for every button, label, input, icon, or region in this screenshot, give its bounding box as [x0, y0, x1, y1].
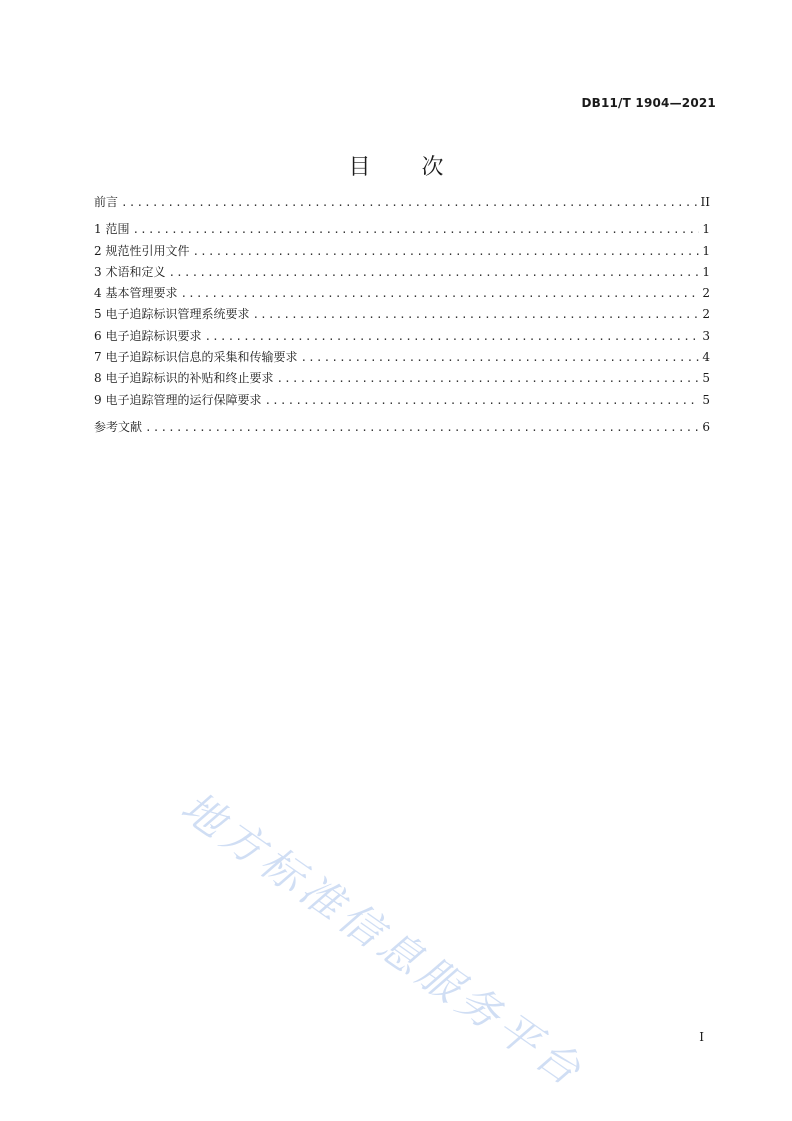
- page-number: I: [699, 1030, 704, 1044]
- toc-entry-label: 7 电子追踪标识信息的采集和传输要求: [94, 350, 298, 365]
- toc-entry-page: 1: [702, 264, 710, 279]
- dot-leader: [180, 284, 699, 304]
- toc-entry-label: 2 规范性引用文件: [94, 243, 190, 258]
- toc-entry-label: 1 范围: [94, 222, 130, 237]
- dot-leader: [276, 369, 699, 389]
- toc-entry-label: 前言: [94, 195, 119, 209]
- toc-entry-4[interactable]: [94, 283, 710, 304]
- toc-entry-5[interactable]: [94, 304, 710, 325]
- table-of-contents: [94, 192, 710, 438]
- toc-entry-foreword[interactable]: [94, 192, 710, 213]
- dot-leader: [204, 327, 699, 347]
- toc-entry-page: 6: [702, 419, 710, 434]
- document-code: DB11/T 1904—2021: [581, 96, 716, 110]
- toc-entry-1[interactable]: [94, 219, 710, 240]
- toc-entry-label: 参考文献: [94, 419, 143, 434]
- toc-entry-page: 2: [702, 307, 710, 322]
- toc-entry-page: 4: [702, 350, 710, 365]
- toc-entry-page: II: [700, 195, 710, 209]
- dot-leader: [264, 391, 699, 411]
- toc-entry-page: 5: [702, 392, 710, 407]
- toc-entry-references[interactable]: [94, 417, 710, 438]
- toc-entry-label: 5 电子追踪标识管理系统要求: [94, 307, 250, 322]
- toc-entry-page: 5: [702, 371, 710, 386]
- toc-entry-page: 1: [702, 222, 710, 237]
- toc-entry-6[interactable]: [94, 326, 710, 347]
- toc-entry-label: 4 基本管理要求: [94, 286, 178, 301]
- toc-entry-label: 9 电子追踪管理的运行保障要求: [94, 392, 262, 407]
- toc-entry-7[interactable]: [94, 347, 710, 368]
- dot-leader: [132, 220, 699, 240]
- dot-leader: [168, 263, 699, 283]
- toc-entry-3[interactable]: [94, 262, 710, 283]
- toc-entry-page: 2: [702, 286, 710, 301]
- dot-leader: [300, 348, 699, 368]
- toc-entry-8[interactable]: [94, 368, 710, 389]
- toc-entry-2[interactable]: [94, 241, 710, 262]
- dot-leader: [192, 242, 699, 262]
- toc-entry-label: 3 术语和定义: [94, 264, 166, 279]
- toc-entry-label: 6 电子追踪标识要求: [94, 328, 202, 343]
- watermark: 地方标准信息服务平台: [172, 781, 594, 1098]
- toc-entry-9[interactable]: [94, 390, 710, 411]
- dot-leader: [145, 418, 699, 438]
- toc-entry-label: 8 电子追踪标识的补贴和终止要求: [94, 371, 274, 386]
- toc-entry-page: 1: [702, 243, 710, 258]
- dot-leader: [121, 193, 698, 213]
- toc-entry-page: 3: [702, 328, 710, 343]
- toc-title: 目 次: [348, 155, 466, 180]
- dot-leader: [252, 305, 699, 325]
